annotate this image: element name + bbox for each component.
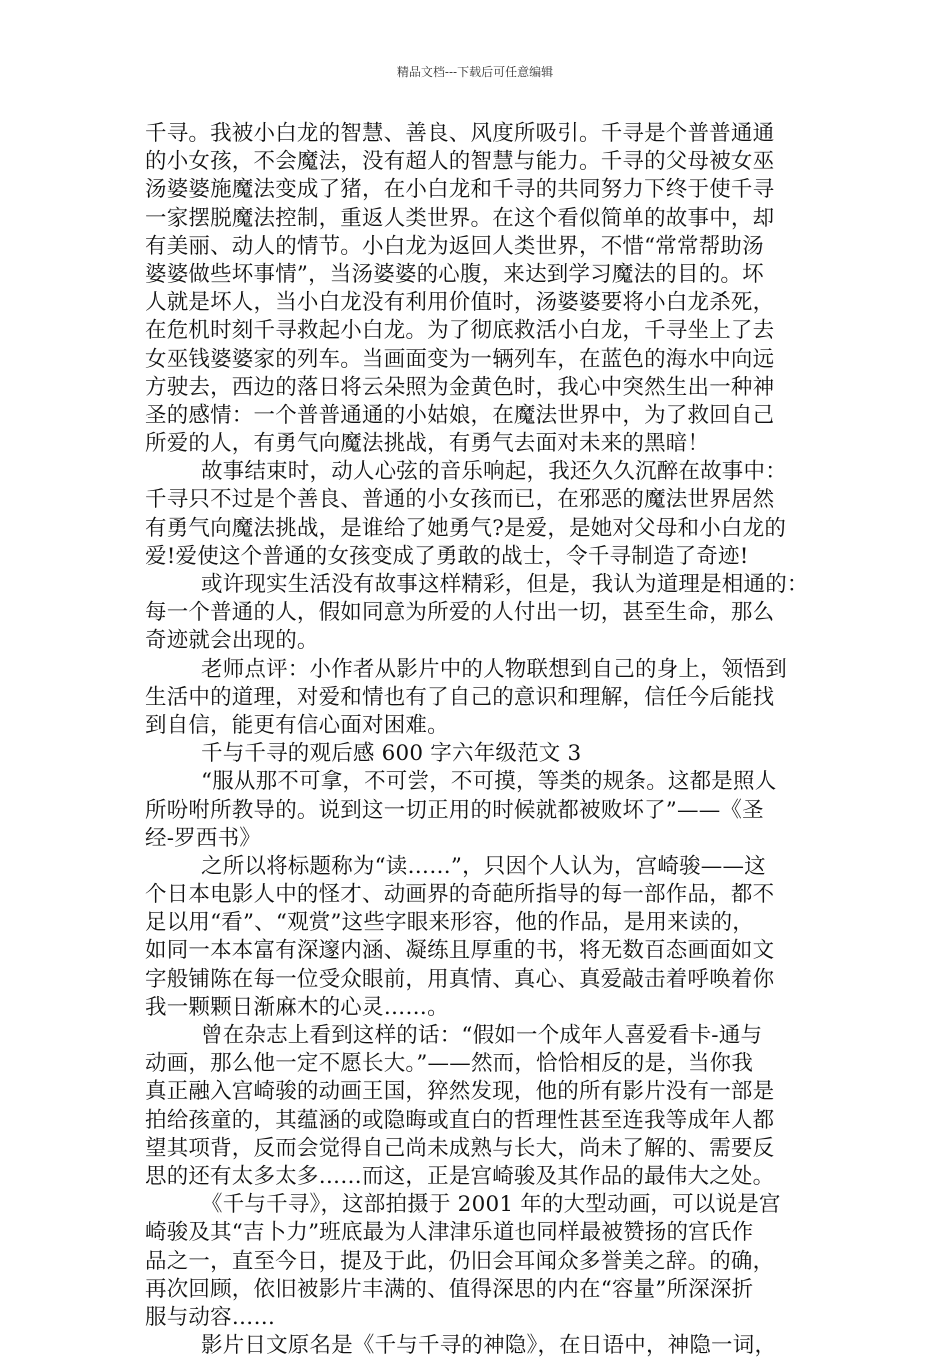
text-line: 每一个普通的人，假如同意为所爱的人付出一切，甚至生命，那么 — [145, 600, 775, 626]
text-line: 女巫钱婆婆家的列车。当画面变为一辆列车，在蓝色的海水中向远 — [145, 346, 775, 372]
text-line: 再次回顾，依旧被影片丰满的、值得深思的内在“容量”所深深折 — [145, 1276, 754, 1302]
text-line: 《千与千寻》，这部拍摄于 2001 年的大型动画，可以说是宫 — [201, 1192, 781, 1218]
text-line: 曾在杂志上看到这样的话：“假如一个成年人喜爱看卡-通与 — [201, 1023, 763, 1048]
text-line: 老师点评：小作者从影片中的人物联想到自己的身上，领悟到 — [201, 656, 787, 682]
text-line: 方驶去，西边的落日将云朵照为金黄色时，我心中突然生出一种神 — [145, 374, 775, 400]
text-line: 或许现实生活没有故事这样精彩，但是，我认为道理是相通的： — [201, 572, 809, 597]
text-line: 婆婆做些坏事情”，当汤婆婆的心腹，来达到学习魔法的目的。坏 — [145, 261, 764, 287]
text-line: 影片日文原名是《千与千寻的神隐》，在日语中，神隐一词， — [201, 1333, 777, 1359]
text-line: 千与千寻的观后感 600 字六年级范文 3 — [201, 741, 582, 767]
text-line: 奇迹就会出现的。 — [145, 628, 319, 654]
text-line: 有勇气向魔法挑战，是谁给了她勇气?是爱，是她对父母和小白龙的 — [145, 515, 787, 541]
text-line: 在危机时刻千寻救起小白龙。为了彻底救活小白龙，千寻坐上了去 — [145, 318, 775, 344]
text-line: 崎骏及其“吉卜力”班底最为人津津乐道也同样最被赞扬的宫氏作 — [145, 1220, 754, 1246]
text-line: 千寻。我被小白龙的智慧、善良、风度所吸引。千寻是个普普通通 — [145, 121, 775, 146]
text-line: 品之一，直至今日，提及于此，仍旧会耳闻众多誉美之辞。的确， — [145, 1248, 775, 1274]
text-line: 真正融入宫崎骏的动画王国，猝然发现，他的所有影片没有一部是 — [145, 1079, 775, 1105]
text-line: 有美丽、动人的情节。小白龙为返回人类世界，不惜“常常帮助汤 — [145, 233, 764, 259]
text-line: 如同一本本富有深邃内涵、凝练且厚重的书，将无数百态画面如文 — [145, 938, 775, 964]
text-line: 动画，那么他一定不愿长大。”——然而，恰恰相反的是，当你我 — [145, 1051, 754, 1077]
text-line: 一家摆脱魔法控制，重返人类世界。在这个看似简单的故事中，却 — [145, 205, 775, 231]
text-line: “服从那不可拿，不可尝，不可摸，等类的规条。这都是照人 — [201, 769, 777, 795]
text-line: 汤婆婆施魔法变成了猪，在小白龙和千寻的共同努力下终于使千寻 — [145, 177, 775, 203]
text-line: 拍给孩童的，其蕴涵的或隐晦或直白的哲理性甚至连我等成年人都 — [145, 1107, 775, 1133]
text-line: 经-罗西书》 — [145, 825, 261, 851]
text-line: 个日本电影人中的怪才、动画界的奇葩所指导的每一部作品，都不 — [145, 882, 775, 908]
text-line: 字般铺陈在每一位受众眼前，用真情、真心、真爱敲击着呼唤着你 — [145, 966, 775, 992]
text-line: 望其项背，反而会觉得自己尚未成熟与长大，尚未了解的、需要反 — [145, 1135, 775, 1161]
text-line: 之所以将标题称为“读……”，只因个人认为，宫崎骏——这 — [201, 853, 766, 879]
text-line: 生活中的道理，对爱和情也有了自己的意识和理解，信任今后能找 — [145, 684, 775, 710]
text-line: 思的还有太多太多……而这，正是宫崎骏及其作品的最伟大之处。 — [145, 1163, 775, 1189]
text-line: 千寻只不过是个善良、普通的小女孩而已，在邪恶的魔法世界居然 — [145, 487, 775, 513]
text-line: 的小女孩，不会魔法，没有超人的智慧与能力。千寻的父母被女巫 — [145, 149, 775, 175]
text-line: 圣的感情：一个普普通通的小姑娘，在魔法世界中，为了救回自己 — [145, 402, 775, 428]
text-line: 故事结束时，动人心弦的音乐响起，我还久久沉醉在故事中： — [201, 459, 787, 485]
text-line: 人就是坏人，当小白龙没有利用价值时，汤婆婆要将小白龙杀死， — [145, 290, 775, 316]
text-line: 所吩咐所教导的。说到这一切正用的时候就都被败坏了”——《圣 — [145, 797, 764, 823]
text-line: 爱!爱使这个普通的女孩变成了勇敢的战士，令千寻制造了奇迹! — [145, 543, 749, 569]
text-line: 服与动容…… — [145, 1304, 276, 1330]
page-header: 精品文档---下载后可任意编辑 — [396, 65, 554, 79]
document-body — [145, 120, 815, 1360]
text-line: 所爱的人，有勇气向魔法挑战，有勇气去面对未来的黑暗！ — [145, 431, 710, 457]
text-line: 到自信，能更有信心面对困难。 — [145, 712, 449, 738]
text-line: 足以用“看”、“观赏”这些字眼来形容，他的作品，是用来读的， — [145, 910, 754, 936]
text-line: 我一颗颗日渐麻木的心灵……。 — [145, 994, 449, 1020]
